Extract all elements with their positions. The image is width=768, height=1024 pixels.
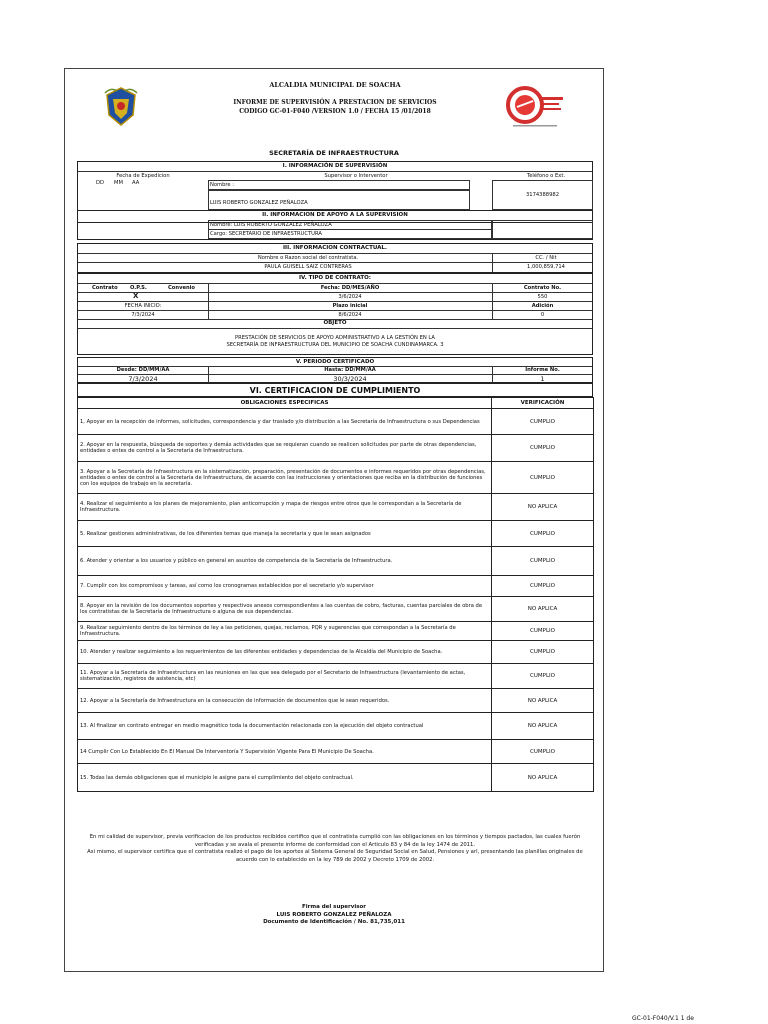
obligation-text: 3. Apoyar a la Secretaría de Infraestructura en la sistematización, preparación, presentación de documentos e informes requeridos por otras dependencias, entidades o entes de control a la Secretaría de Infraestructura, de acuerdo con las instrucciones y orientaciones que reciba en la distribución de funciones con los equipos de trabajo en la secretaría. (78, 462, 492, 494)
object-line-2: SECRETARÍA DE INFRAESTRUCTURA DEL MUNICIPIO DE SOACHA CUNDINAMARCA. 3 (226, 342, 444, 348)
start-date-label: FECHA INICIO: (124, 303, 162, 309)
section-1-title: I. INFORMACIÓN DE SUPERVISIÓN (282, 163, 388, 169)
contract-number-label: Contrato No. (523, 285, 562, 291)
supervisor-name: LUIS ROBERTO GONZALEZ PEÑALOZA (210, 200, 308, 206)
initial-term-label: Plazo inicial (332, 303, 368, 309)
obligation-row (78, 547, 594, 576)
object-line-1: PRESTACIÓN DE SERVICIOS DE APOYO ADMINISTRATIVO A LA GESTIÓN EN LA (235, 335, 435, 341)
month-label: MM (114, 180, 123, 186)
name-label: Nombre : (210, 182, 235, 188)
section-2-title: II. INFORMACION DE APOYO A LA SUPERVISION (262, 212, 408, 218)
alcaldia-brand-logo (503, 83, 567, 131)
addition-value: 0 (540, 312, 545, 318)
obligation-text: 1, Apoyar en la recepción de informes, solicitudes, correspondencia y dar traslado y/o distribución a las Secretaría de Infraestructura o sus Dependencias (78, 409, 492, 435)
phone-value: 3174388982 (525, 192, 559, 198)
nit-label: CC. / Nit (535, 255, 557, 261)
obligation-text: 4. Realizar el seguimiento a los planes de mejoramiento, plan anticorrupción y mapa de riesgos entre otros que le correspondan a la Secretaría de Infraestructura. (78, 494, 492, 521)
signature-label: Firma del supervisor (302, 904, 366, 910)
object-label: OBJETO (323, 320, 347, 326)
report-header (65, 77, 603, 137)
verification-status: CUMPLIO (492, 622, 594, 641)
obligations-body (78, 409, 594, 792)
obligation-text: 8. Apoyar en la revisión de los documentos soportes y respectivos anexos correspondientes a las cuentas de cobro, facturas, cuentas parciales de obra de los contratistas de la Secretaría de Infraestructura o alguna de sus dependencias. (78, 597, 492, 622)
obligation-row (78, 622, 594, 641)
signature-block (65, 904, 603, 927)
department-title: SECRETARÍA DE INFRAESTRUCTURA (269, 149, 399, 157)
contract-number-value: 550 (537, 294, 548, 300)
report-form (77, 161, 593, 792)
support-info-section (77, 210, 593, 240)
obligation-row (78, 641, 594, 664)
contractor-name: PAULA GUISELL SAIZ CONTRERAS (264, 264, 352, 270)
obligation-text: 11. Apoyar a la Secretaría de Infraestructura en las reuniones en las que sea delegado por el Secretario de Infraestructura (levantamiento de actas, sistematización, registros de asistencia, etc) (78, 664, 492, 689)
phone-label: Teléfono o Ext. (526, 173, 566, 179)
issue-date-label: Fecha de Expedicion (116, 173, 170, 179)
obligations-header-row (78, 398, 594, 409)
verification-status: NO APLICA (492, 713, 594, 740)
signature-name: LUIS ROBERTO GONZALEZ PEÑALOZA (276, 911, 392, 918)
obligation-text: 14 Cumplir Con Lo Establecido En El Manual De Interventoría Y Supervisión Vigente Para El Municipio De Soacha. (78, 740, 492, 764)
report-page (64, 68, 604, 972)
obligation-row (78, 435, 594, 462)
section-3-title: III. INFORMACION CONTRACTUAL. (283, 245, 387, 251)
ops-check-mark: X (133, 292, 139, 300)
obligations-column-header: OBLIGACIONES ESPECIFICAS (78, 398, 492, 409)
certification-text (79, 834, 591, 864)
obligation-row (78, 576, 594, 597)
certification-paragraph-1: En mi calidad de supervisor, previa verificacion de los productos recibidos certifico que el contratista cumplió con las obligaciones en los términos y tiempos pactados, las cuales fuerón verificadas y se avala el presente informe de conformidad con el Articulo 83 y 84 de la ley 1474 de 2011. (89, 834, 581, 848)
verification-status: CUMPLIO (492, 409, 594, 435)
contractual-info-section (77, 243, 593, 273)
obligation-row (78, 689, 594, 713)
verification-status: CUMPLIO (492, 576, 594, 597)
obligation-row (78, 409, 594, 435)
support-name: Nombre: LUIS ROBERTO GONZALEZ PEÑALOZA (210, 222, 332, 228)
verification-status: CUMPLIO (492, 740, 594, 764)
initial-term-value: 8/6/2024 (338, 312, 362, 318)
verification-status: CUMPLIO (492, 521, 594, 547)
report-title: INFORME DE SUPERVISIÓN A PRESTACION DE SERVICIOS (233, 99, 437, 106)
obligation-text: 6. Atender y orientar a los usuarios y público en general en asuntos de competencia de la Secretaría de Infraestructura. (78, 547, 492, 576)
obligation-row (78, 494, 594, 521)
agreement-label: Convenio (168, 285, 195, 291)
obligation-row (78, 462, 594, 494)
verification-status: NO APLICA (492, 689, 594, 713)
from-date-value: 7/3/2024 (128, 375, 158, 383)
verification-status: CUMPLIO (492, 435, 594, 462)
certified-period-section (77, 357, 593, 383)
nit-value: 1,000,859,714 (527, 264, 565, 270)
supervisor-label: Supervisor o Interventor (324, 173, 388, 179)
ops-label: O.P.S. (130, 285, 147, 291)
obligation-text: 7. Cumplir con los compromisos y tareas, así como los cronogramas establecidos por el secretario y/o supervisor (78, 576, 492, 597)
from-date-label: Desde: DD/MM/AA (116, 367, 170, 373)
soacha-coat-of-arms-logo (103, 85, 139, 127)
to-date-value: 30/3/2024 (333, 375, 367, 383)
obligation-row (78, 740, 594, 764)
contract-date-value: 3/6/2024 (338, 294, 362, 300)
verification-status: NO APLICA (492, 764, 594, 792)
obligation-row (78, 664, 594, 689)
start-date-value: 7/3/2024 (131, 312, 155, 318)
obligation-row (78, 597, 594, 622)
obligation-text: 9. Realizar seguimiento dentro de los términos de ley a las peticiones, quejas, reclamos, PQR y sugerencias que correspondan a la Secretaría de Infraestructura. (78, 622, 492, 641)
contract-type-section (77, 273, 593, 355)
signature-document: Documento de Identificación / No. 81,735,011 (263, 919, 405, 925)
support-position: Cargo: SECRETARIO DE INFRAESTRUCTURA (210, 231, 322, 237)
contract-label: Contrato (92, 285, 118, 291)
obligation-text: 10. Atender y realizar seguimiento a los requerimientos de las diferentes entidades y dependencias de la Alcaldía del Municipio de Soacha. (78, 641, 492, 664)
obligation-row (78, 521, 594, 547)
verification-status: NO APLICA (492, 597, 594, 622)
obligation-row (78, 713, 594, 740)
obligation-text: 12. Apoyar a la Secretaría de Infraestructura en la consecución de información de documentos que le sean requeridos. (78, 689, 492, 713)
obligation-row (78, 764, 594, 792)
addition-label: Adición (531, 303, 554, 309)
section-4-title: IV. TIPO DE CONTRATO: (298, 275, 371, 281)
obligations-table (77, 397, 594, 792)
contract-date-label: Fecha: DD/MES/AÑO (320, 285, 380, 291)
municipality-name: ALCALDIA MUNICIPAL DE SOACHA (269, 81, 401, 89)
verification-status: CUMPLIO (492, 547, 594, 576)
obligation-text: 2. Apoyar en la respuesta, búsqueda de soportes y demás actividades que se requieran cuando se realicen solicitudes por parte de otras dependencias, entidades o entes de control a la Secretaría de Infraestructura. (78, 435, 492, 462)
obligation-text: 13. Al finalizar en contrato entregar en medio magnético toda la documentación relacionada con la ejecución del objeto contractual (78, 713, 492, 740)
obligation-text: 15. Todas las demás obligaciones que el municipio le asigne para el cumplimiento del objeto contractual. (78, 764, 492, 792)
verification-column-header: VERIFICACIÓN (492, 398, 594, 409)
section-6-title: VI. CERTIFICACION DE CUMPLIMIENTO (249, 386, 421, 395)
day-label: DD (96, 180, 104, 186)
contractor-label: Nombre o Razon social del contratista. (257, 255, 359, 261)
page-footer: GC-01-F040/V.1 1 de (632, 1015, 694, 1022)
verification-status: NO APLICA (492, 494, 594, 521)
verification-status: CUMPLIO (492, 641, 594, 664)
compliance-section-header (77, 383, 593, 397)
report-number-label: Informe No. (525, 367, 560, 373)
verification-status: CUMPLIO (492, 664, 594, 689)
certification-paragraph-2: Asi mismo, el supervisor certifica que el contratista realizó el pago de los aportes al Sistema General de Seguridad Social en Salud, Pensiones y arl, presentando las planillas originales de acuerdo con lo establecido en la ley 789 de 2002 y Decreto 1709 de 2002. (87, 849, 583, 863)
year-label: AA (132, 180, 140, 186)
report-number-value: 1 (540, 375, 545, 383)
section-5-title: V. PERIODO CERTIFICADO (295, 359, 375, 365)
to-date-label: Hasta: DD/MM/AA (324, 367, 376, 373)
obligation-text: 5. Realizar gestiones administrativas, de los diferentes temas que maneja la secretaria y que le sean asignados (78, 521, 492, 547)
verification-status: CUMPLIO (492, 462, 594, 494)
report-code: CODIGO GC-01-F040 /VERSION 1.0 / FECHA 15 /01/2018 (239, 108, 431, 115)
